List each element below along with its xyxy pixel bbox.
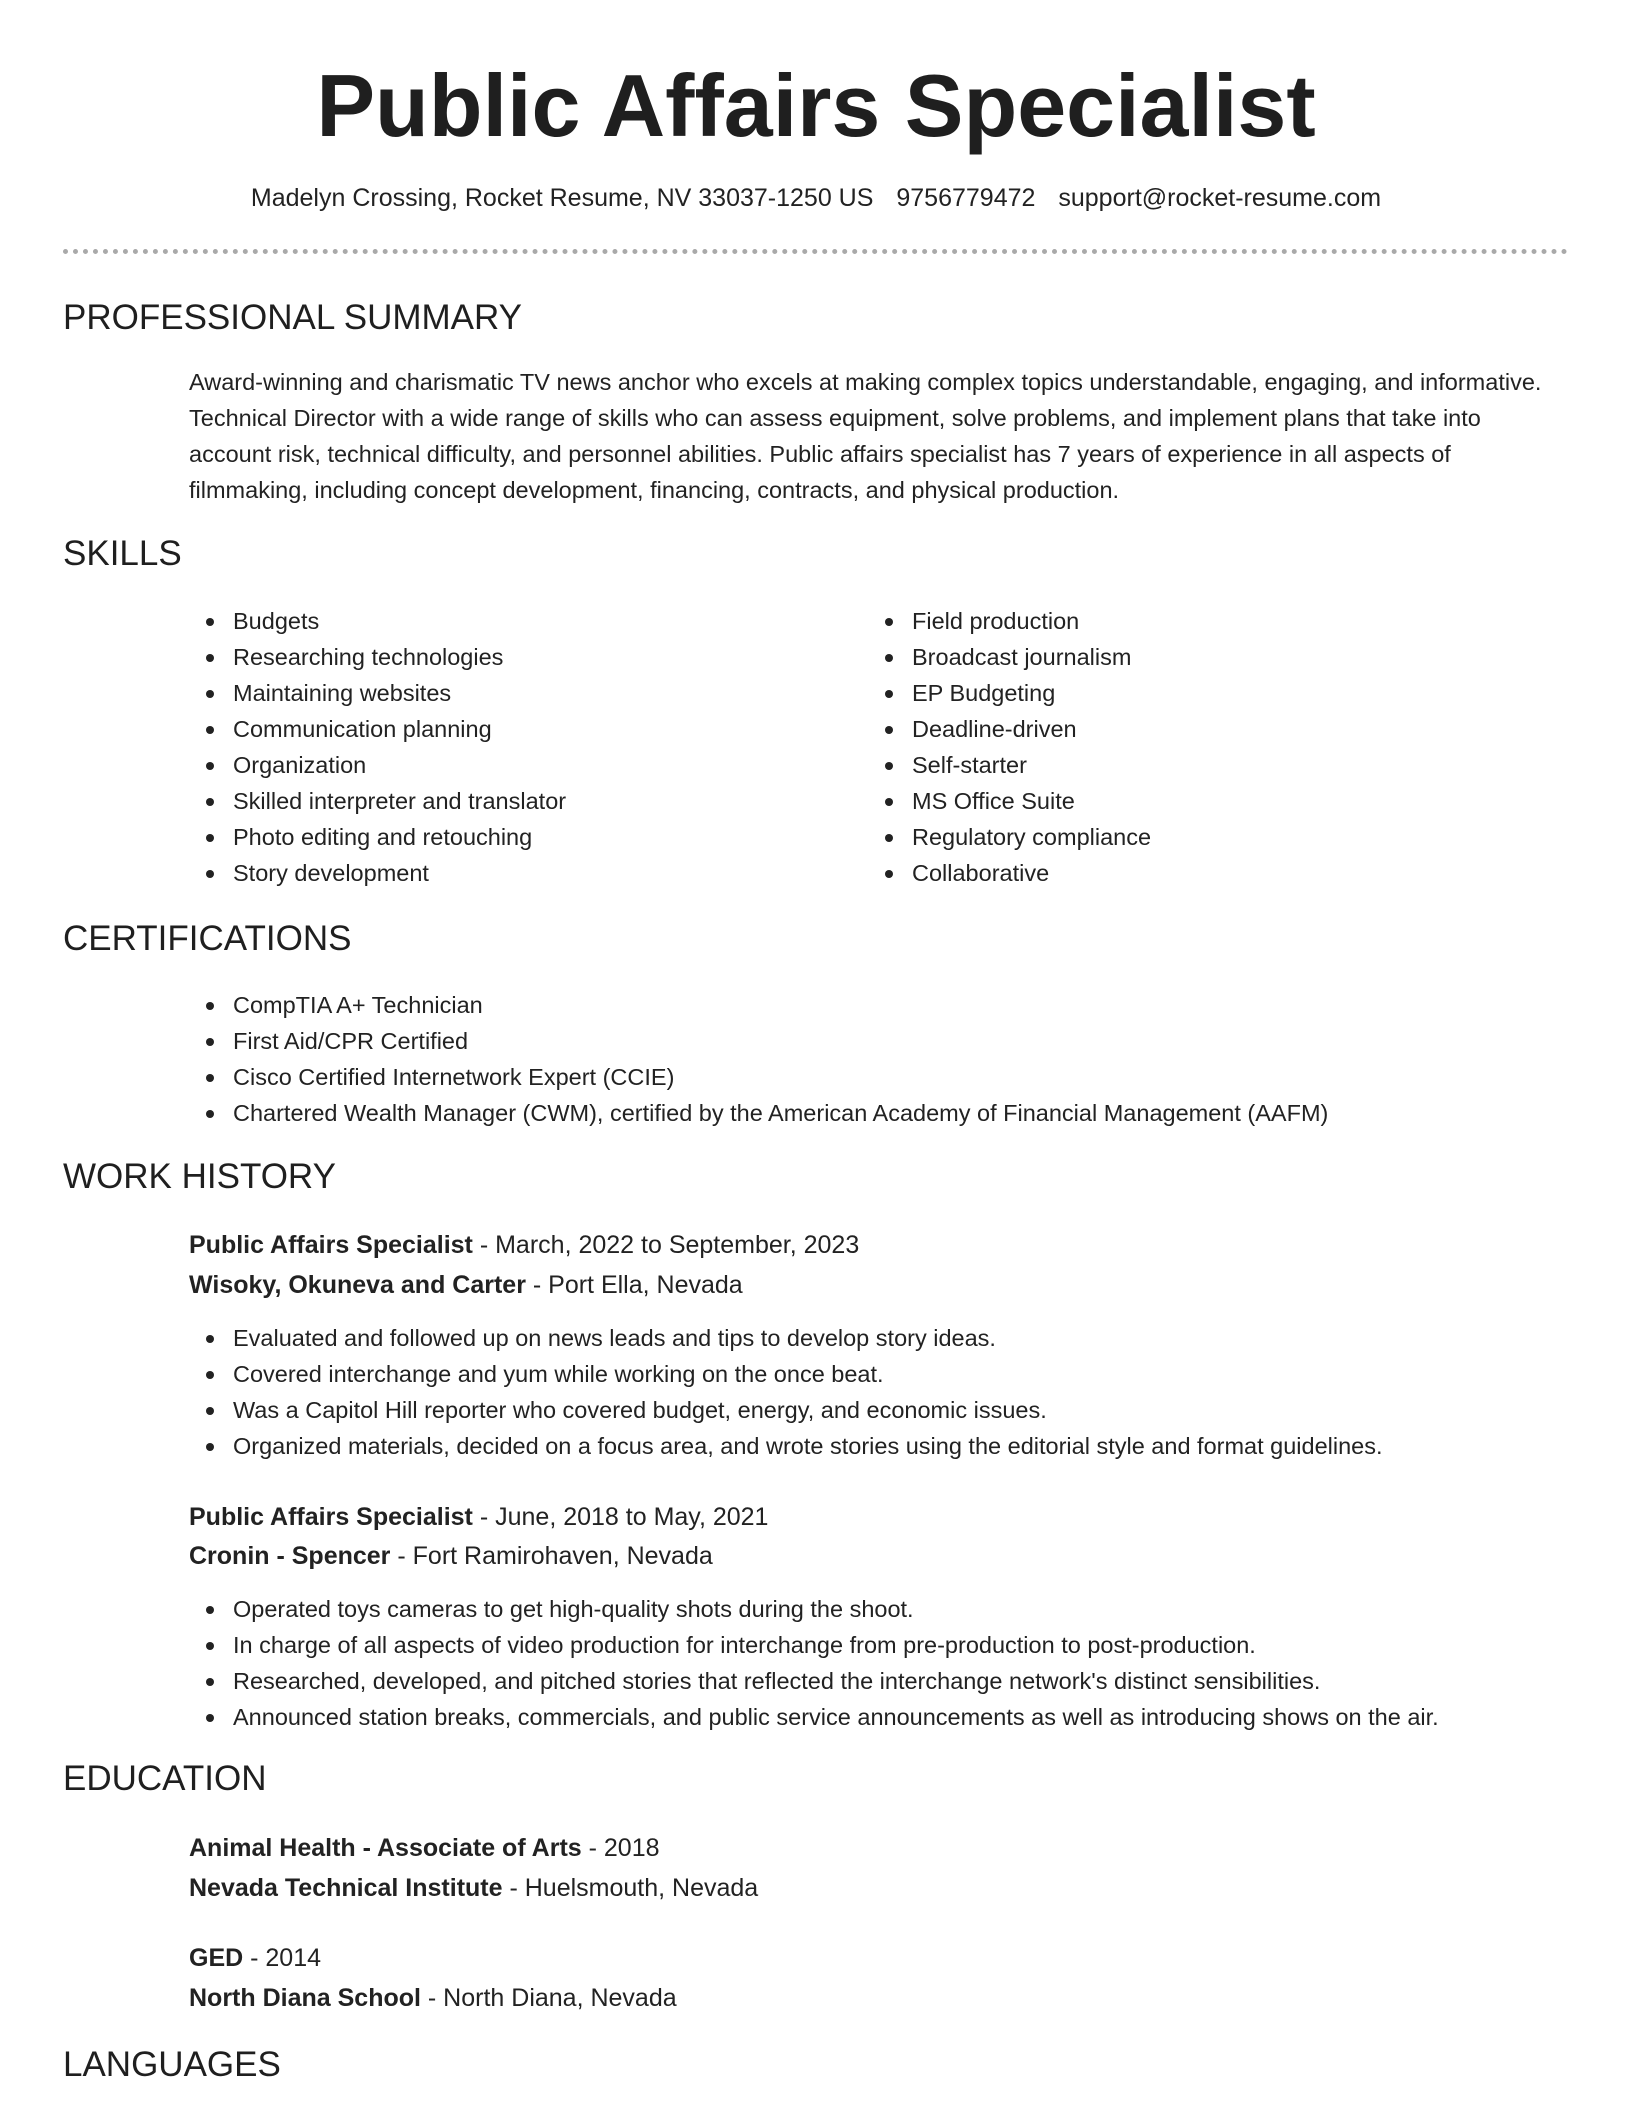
certification-item: Chartered Wealth Manager (CWM), certified by the American Academy of Financial Management (AAFM) <box>189 1095 1569 1131</box>
skill-item: Field production <box>868 603 1508 639</box>
job-dates: - June, 2018 to May, 2021 <box>472 1503 769 1531</box>
section-heading-certifications: CERTIFICATIONS <box>63 919 352 958</box>
job-company: Wisoky, Okuneva and Carter <box>189 1271 526 1299</box>
job-company-line <box>189 1265 743 1305</box>
education-location: - North Diana, Nevada <box>420 1984 677 2012</box>
education-degree-line <box>189 1828 660 1868</box>
section-heading-work-history: WORK HISTORY <box>63 1157 336 1196</box>
skills-list-left <box>189 603 829 891</box>
section-heading-languages: LANGUAGES <box>63 2045 281 2084</box>
section-heading-education: EDUCATION <box>63 1759 267 1798</box>
section-heading-summary: PROFESSIONAL SUMMARY <box>63 298 522 337</box>
job-bullet: Announced station breaks, commercials, and public service announcements as well as introducing shows on the air. <box>189 1699 1569 1735</box>
skill-item: Researching technologies <box>189 639 829 675</box>
summary-text: Award-winning and charismatic TV news anchor who excels at making complex topics understandable, engaging, and informative. Technical Director with a wide range of skills who can assess equipment, solve problems, and implement plans that take into account risk, technical difficulty, and personnel abilities. Public affairs specialist has 7 years of experience in all aspects of filmmaking, including concept development, financing, contracts, and physical production. <box>189 369 1542 503</box>
job-title-line <box>189 1497 768 1537</box>
contact-phone: 9756779472 <box>896 184 1036 212</box>
contact-email[interactable]: support@rocket-resume.com <box>1058 184 1382 212</box>
contact-address: Madelyn Crossing, Rocket Resume, NV 33037-1250 US <box>250 184 874 212</box>
skill-item: MS Office Suite <box>868 783 1508 819</box>
job-title: Public Affairs Specialist <box>189 1231 473 1259</box>
skill-item: Story development <box>189 855 829 891</box>
skills-list-right <box>868 603 1508 891</box>
skill-item: Deadline-driven <box>868 711 1508 747</box>
skill-item: Skilled interpreter and translator <box>189 783 829 819</box>
skill-item: Maintaining websites <box>189 675 829 711</box>
education-location: - Huelsmouth, Nevada <box>502 1874 759 1902</box>
job-bullet: Was a Capitol Hill reporter who covered budget, energy, and economic issues. <box>189 1392 1569 1428</box>
resume-title: Public Affairs Specialist <box>316 56 1316 155</box>
education-year: - 2014 <box>243 1944 322 1972</box>
job-bullet: Researched, developed, and pitched stories that reflected the interchange network's distinct sensibilities. <box>189 1663 1569 1699</box>
education-school-line <box>189 1868 758 1908</box>
skill-item: Budgets <box>189 603 829 639</box>
skill-item: Communication planning <box>189 711 829 747</box>
job-bullets <box>189 1591 1569 1735</box>
job-bullets <box>189 1320 1569 1464</box>
job-bullet: Organized materials, decided on a focus area, and wrote stories using the editorial style and format guidelines. <box>189 1428 1569 1464</box>
education-school: Nevada Technical Institute <box>189 1874 503 1902</box>
education-degree: GED <box>189 1944 244 1972</box>
job-location: - Fort Ramirohaven, Nevada <box>390 1542 713 1570</box>
education-school-line <box>189 1978 677 2018</box>
education-degree-line <box>189 1938 321 1978</box>
job-location: - Port Ella, Nevada <box>525 1271 743 1299</box>
skill-item: Broadcast journalism <box>868 639 1508 675</box>
education-degree: Animal Health - Associate of Arts <box>189 1834 582 1862</box>
job-dates: - March, 2022 to September, 2023 <box>472 1231 860 1259</box>
skill-item: Organization <box>189 747 829 783</box>
job-title-line <box>189 1225 859 1265</box>
certification-item: CompTIA A+ Technician <box>189 987 1569 1023</box>
skill-item: Self-starter <box>868 747 1508 783</box>
section-heading-skills: SKILLS <box>63 534 182 573</box>
skill-item: EP Budgeting <box>868 675 1508 711</box>
skill-item: Photo editing and retouching <box>189 819 829 855</box>
skill-item: Regulatory compliance <box>868 819 1508 855</box>
certification-item: First Aid/CPR Certified <box>189 1023 1569 1059</box>
job-bullet: Covered interchange and yum while working on the once beat. <box>189 1356 1569 1392</box>
job-company: Cronin - Spencer <box>189 1542 391 1570</box>
certification-item: Cisco Certified Internetwork Expert (CCIE) <box>189 1059 1569 1095</box>
education-year: - 2018 <box>581 1834 660 1862</box>
skill-item: Collaborative <box>868 855 1508 891</box>
job-company-line <box>189 1536 713 1576</box>
header-divider <box>63 249 1568 254</box>
contact-line <box>0 180 1632 216</box>
certifications-list <box>189 987 1569 1131</box>
job-title: Public Affairs Specialist <box>189 1503 473 1531</box>
job-bullet: Operated toys cameras to get high-quality shots during the shoot. <box>189 1591 1569 1627</box>
job-bullet: Evaluated and followed up on news leads and tips to develop story ideas. <box>189 1320 1569 1356</box>
education-school: North Diana School <box>189 1984 421 2012</box>
job-bullet: In charge of all aspects of video production for interchange from pre-production to post-production. <box>189 1627 1569 1663</box>
